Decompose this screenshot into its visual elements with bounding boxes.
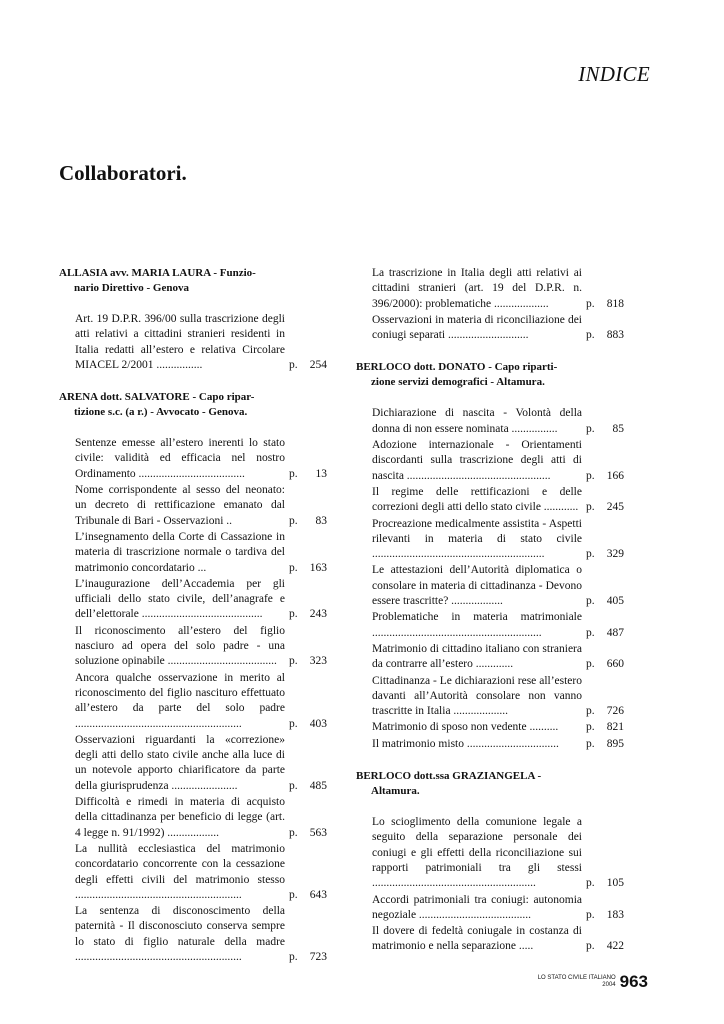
author-heading [356, 769, 624, 799]
entry-title: La trascrizione in Italia degli atti relativi ai cittadini stranieri (art. 19 del D.P.R. n. 396/2000): problematiche ................... [372, 267, 582, 310]
entry-page-number: 85 [612, 422, 624, 435]
author-line: BERLOCO dott. DONATO - Capo riparti- [356, 361, 558, 374]
entry-page-ref [586, 297, 624, 312]
author-line: nario Direttivo - Genova [74, 282, 189, 294]
entry-page-number: 723 [309, 950, 327, 963]
entry-page-number: 821 [606, 721, 624, 734]
page-prefix: p. [289, 826, 298, 839]
entry-page-ref [289, 514, 327, 529]
entry-title: Cittadinanza - Le dichiarazioni rese all’estero davanti all’Autorità consolare non vanno trascritte in Italia ................... [372, 674, 582, 718]
index-entry [75, 312, 327, 373]
left-column [59, 266, 327, 966]
entry-page-ref [586, 500, 624, 515]
page-prefix: p. [586, 422, 595, 435]
entry-title: Dichiarazione di nascita - Volontà della donna di non essere nominata ................ [372, 407, 582, 435]
page-prefix: p. [586, 469, 595, 482]
page-prefix: p. [289, 358, 298, 371]
entry-title: Il regime delle rettificazioni e delle correzioni degli atti dello stato civile ............ [372, 485, 582, 514]
entry-page-number: 818 [606, 297, 624, 310]
page-prefix: p. [289, 950, 298, 963]
index-entry [372, 815, 624, 891]
block-spacer [59, 374, 327, 390]
entry-title: La sentenza di disconoscimento della paternità - Il disconosciuto conserva sempre lo stato di figlio naturale della madre .......................................................... [75, 905, 285, 963]
author-block [356, 360, 624, 752]
page-prefix: p. [289, 561, 298, 574]
page-prefix: p. [586, 737, 595, 750]
index-entry [75, 795, 327, 841]
author-heading [59, 390, 327, 420]
index-entry [75, 842, 327, 903]
index-entry [75, 671, 327, 732]
entry-title: Nome corrispondente al sesso del neonato: un decreto di rettificazione emanato dal Tribunale di Bari - Osservazioni .. [75, 484, 285, 527]
entry-title: Difficoltà e rimedi in materia di acquisto della cittadinanza per beneficio di legge (art. 4 legge n. 91/1992) .................. [75, 796, 285, 839]
running-header: INDICE [578, 62, 650, 86]
author-line: ARENA dott. SALVATORE - Capo ripar- [59, 391, 255, 404]
page-prefix: p. [289, 779, 298, 792]
entry-page-number: 726 [606, 705, 624, 718]
index-entry [372, 266, 624, 312]
entry-title: Ancora qualche osservazione in merito al riconoscimento del figlio nascituro effettuato all’estero da parte del solo padre .......................................................... [75, 671, 285, 730]
entry-page-number: 323 [309, 655, 327, 668]
author-block [59, 266, 327, 373]
entry-page-ref [586, 704, 624, 719]
entry-page-number: 83 [315, 514, 327, 527]
entry-page-number: 563 [309, 826, 327, 839]
index-entry [372, 563, 624, 609]
entry-list [59, 436, 327, 965]
page-prefix: p. [289, 514, 298, 527]
entry-page-ref [289, 826, 327, 841]
entry-page-number: 643 [309, 888, 327, 901]
entry-page-ref [586, 939, 624, 954]
index-entry [372, 313, 624, 344]
index-entry [372, 720, 624, 735]
entry-title: Accordi patrimoniali tra coniugi: autonomia negoziale ....................................... [372, 893, 582, 921]
block-spacer [356, 753, 624, 769]
entry-title: Problematiche in materia matrimoniale ........................................................... [372, 611, 582, 639]
index-entry [372, 737, 624, 752]
page-footer [538, 972, 648, 992]
publication-info [538, 975, 616, 989]
entry-page-ref [289, 467, 327, 482]
entry-title: Osservazioni in materia di riconciliazione dei coniugi separati ............................ [372, 313, 582, 342]
entry-page-number: 485 [309, 779, 327, 792]
page-prefix: p. [289, 467, 298, 480]
entry-page-number: 487 [606, 626, 624, 639]
entry-title: L’insegnamento della Corte di Cassazione in materia di trascrizione normale o tardiva del matrimonio concordatario ... [75, 530, 285, 574]
index-entry [372, 517, 624, 563]
index-entry [372, 642, 624, 673]
entry-list [356, 266, 624, 343]
entry-page-number: 883 [606, 329, 624, 342]
entry-page-ref [586, 737, 624, 752]
page-prefix: p. [586, 721, 595, 734]
page-prefix: p. [586, 705, 595, 718]
entry-page-ref [586, 876, 624, 891]
entry-title: Art. 19 D.P.R. 396/00 sulla trascrizione degli atti relativi a cittadini stranieri residenti in Italia redatti all’estero e relativa Circolare MIACEL 2/2001 ................ [75, 313, 285, 371]
entry-title: Adozione internazionale - Orientamenti discordanti sulla trascrizione degli atti di nascita .................................................. [372, 439, 582, 482]
entry-page-number: 254 [309, 358, 327, 371]
page-prefix: p. [586, 595, 595, 608]
author-block [356, 769, 624, 955]
entry-page-number: 183 [606, 908, 624, 921]
author-block [59, 390, 327, 965]
entry-page-ref [289, 358, 327, 373]
entry-page-ref [586, 657, 624, 672]
entry-page-ref [586, 626, 624, 641]
index-entry [372, 485, 624, 516]
entry-page-ref [586, 547, 624, 562]
page-prefix: p. [289, 608, 298, 621]
page-prefix: p. [586, 626, 595, 639]
entry-page-number: 422 [606, 940, 624, 953]
entry-page-number: 405 [606, 595, 624, 608]
entry-page-number: 329 [606, 548, 624, 561]
entry-list [59, 312, 327, 373]
entry-title: Sentenze emesse all’estero inerenti lo stato civile: validità ed efficacia nel nostro Ordinamento ..................................... [75, 437, 285, 480]
entry-page-ref [586, 594, 624, 609]
index-entry [75, 733, 327, 794]
right-column [356, 266, 624, 956]
publication-name: LO STATO CIVILE ITALIANO [537, 975, 616, 981]
entry-page-ref [289, 607, 327, 622]
page-prefix: p. [586, 501, 595, 514]
entry-page-number: 245 [606, 501, 624, 514]
entry-title: Lo scioglimento della comunione legale a seguito della separazione personale dei coniugi e gli effetti della riconciliazione sui rapporti patrimoniali tra gli stessi ......................................................... [372, 816, 582, 890]
entry-page-ref [586, 908, 624, 923]
page-prefix: p. [586, 877, 595, 890]
author-line: tizione s.c. (a r.) - Avvocato - Genova. [74, 406, 248, 419]
entry-title: Procreazione medicalmente assistita - Aspetti rilevanti in materia di stato civile ............................................................ [372, 517, 582, 561]
section-title: Collaboratori. [59, 161, 187, 185]
entry-page-number: 166 [606, 469, 624, 482]
author-block [356, 266, 624, 343]
entry-page-ref [586, 422, 624, 437]
index-entry [75, 904, 327, 965]
author-line: zione servizi demografici - Altamura. [371, 376, 545, 389]
index-entry [372, 674, 624, 720]
page-prefix: p. [289, 717, 298, 730]
author-line: Altamura. [371, 785, 420, 798]
entry-page-ref [586, 328, 624, 343]
entry-title: Le attestazioni dell’Autorità diplomatica o consolare in materia di cittadinanza - Devono essere trascritte? .................. [372, 564, 582, 608]
entry-page-number: 243 [309, 608, 327, 621]
entry-page-number: 105 [606, 877, 624, 890]
entry-page-ref [289, 779, 327, 794]
index-entry [372, 406, 624, 437]
entry-title: Matrimonio di cittadino italiano con straniera da contrarre all’estero ............. [372, 642, 582, 671]
entry-page-ref [289, 950, 327, 965]
entry-title: La nullità ecclesiastica del matrimonio concordatario concorrente con la cessazione degli effetti civili del matrimonio stesso .......................................................... [75, 842, 285, 901]
page-prefix: p. [586, 329, 595, 342]
index-entry [75, 624, 327, 670]
entry-title: Il dovere di fedeltà coniugale in costanza di matrimonio e nella separazione ..... [372, 925, 582, 953]
author-line: BERLOCO dott.ssa GRAZIANGELA - [356, 770, 542, 783]
entry-list [356, 406, 624, 752]
entry-page-ref [289, 654, 327, 669]
page-prefix: p. [586, 297, 595, 310]
entry-title: L’inaugurazione dell’Accademia per gli ufficiali dello stato civile, dell’anagrafe e dell’elettorale .......................................... [75, 577, 285, 621]
entry-page-number: 660 [606, 658, 624, 671]
entry-page-ref [289, 888, 327, 903]
index-entry [75, 436, 327, 482]
index-entry [372, 893, 624, 924]
page-prefix: p. [586, 658, 595, 671]
entry-title: Matrimonio di sposo non vedente .......... [372, 721, 559, 734]
entry-list [356, 815, 624, 955]
author-line: ALLASIA avv. MARIA LAURA - Funzio- [59, 267, 256, 279]
entry-title: Il riconoscimento all’estero del figlio nasciuro ad opera del solo padre - una soluzione opinabile ...................................... [75, 624, 285, 668]
index-entry [372, 610, 624, 641]
page-prefix: p. [289, 888, 298, 901]
index-entry [372, 924, 624, 955]
page-prefix: p. [289, 655, 298, 668]
author-heading [356, 360, 624, 390]
page-number: 963 [619, 972, 648, 991]
block-spacer [356, 344, 624, 360]
entry-page-number: 403 [309, 717, 327, 730]
author-heading [59, 266, 327, 296]
page-prefix: p. [586, 908, 595, 921]
entry-page-number: 13 [315, 467, 327, 480]
entry-page-ref [289, 717, 327, 732]
index-entry [75, 577, 327, 623]
page-prefix: p. [586, 940, 595, 953]
page-prefix: p. [586, 548, 595, 561]
index-entry [75, 483, 327, 529]
entry-title: Osservazioni riguardanti la «correzione» degli atti dello stato civile anche alla luce di un notevole apporto chiarificatore da parte della giurisprudenza ....................... [75, 733, 285, 792]
publication-year: 2004 [602, 982, 616, 988]
index-entry [372, 438, 624, 484]
entry-page-ref [586, 469, 624, 484]
entry-page-number: 163 [309, 561, 327, 574]
index-entry [75, 530, 327, 576]
entry-page-ref [586, 720, 624, 735]
entry-page-ref [289, 561, 327, 576]
entry-page-number: 895 [606, 737, 624, 750]
entry-title: Il matrimonio misto ................................ [372, 737, 559, 750]
